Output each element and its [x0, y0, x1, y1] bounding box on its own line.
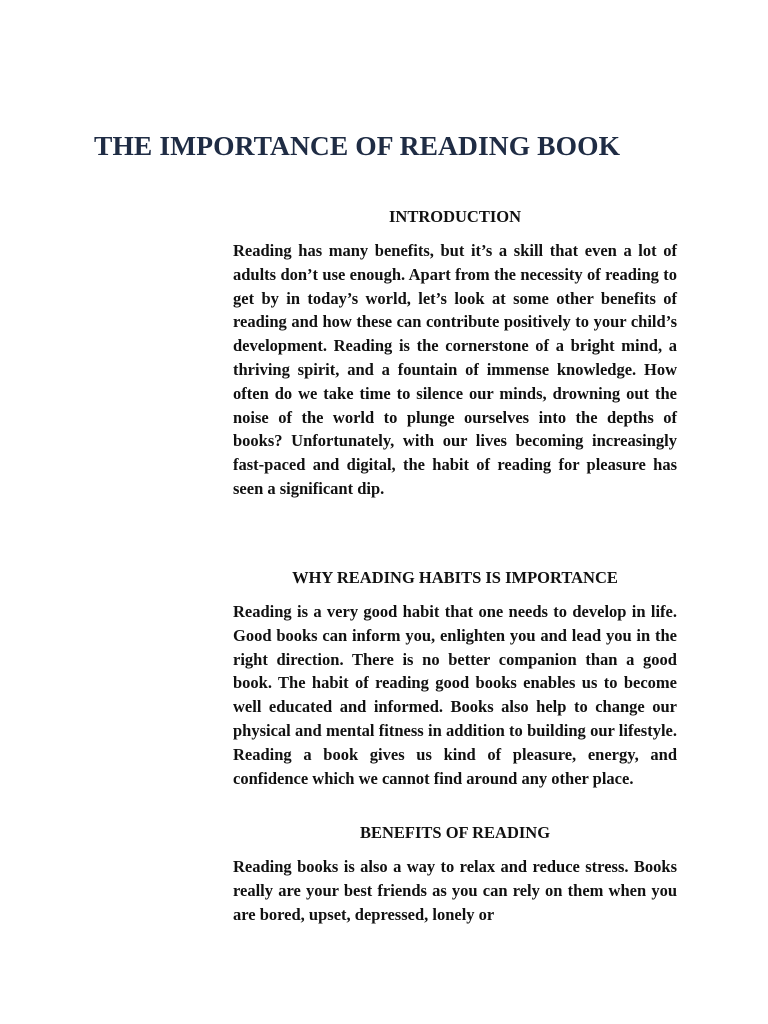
section-body-why-reading: Reading is a very good habit that one needs to develop in life. Good books can inform you, enlighten you and lead you in the right direction. There is no better companion than a good book. The habit of reading good books enables us to become well educated and informed. Books also help to change our physical and mental fitness in addition to building our lifestyle. Reading a book gives us kind of pleasure, energy, and confidence which we cannot find around any other place. [233, 602, 677, 788]
section-introduction [233, 207, 677, 501]
section-body-introduction: Reading has many benefits, but it’s a skill that even a lot of adults don’t use enough. Apart from the necessity of reading to get by in today’s world, let’s look at some other benefits of reading and how these can contribute positively to your child’s development. Reading is the cornerstone of a bright mind, a thriving spirit, and a fountain of immense knowledge. How often do we take time to silence our minds, drowning out the noise of the world to plunge ourselves into the depths of books? Unfortunately, with our lives becoming increasingly fast-paced and digital, the habit of reading for pleasure has seen a significant dip. [233, 241, 677, 498]
document-title: THE IMPORTANCE OF READING BOOK [94, 130, 621, 161]
section-heading-why-reading: WHY READING HABITS IS IMPORTANCE [292, 568, 618, 587]
section-benefits [233, 823, 677, 926]
section-heading-benefits: BENEFITS OF READING [359, 823, 551, 842]
section-body-benefits: Reading books is also a way to relax and reduce stress. Books really are your best friends as you can rely on them when you are bored, upset, depressed, lonely or [233, 857, 677, 924]
section-heading-introduction: INTRODUCTION [388, 207, 522, 226]
section-why-reading [233, 568, 677, 790]
